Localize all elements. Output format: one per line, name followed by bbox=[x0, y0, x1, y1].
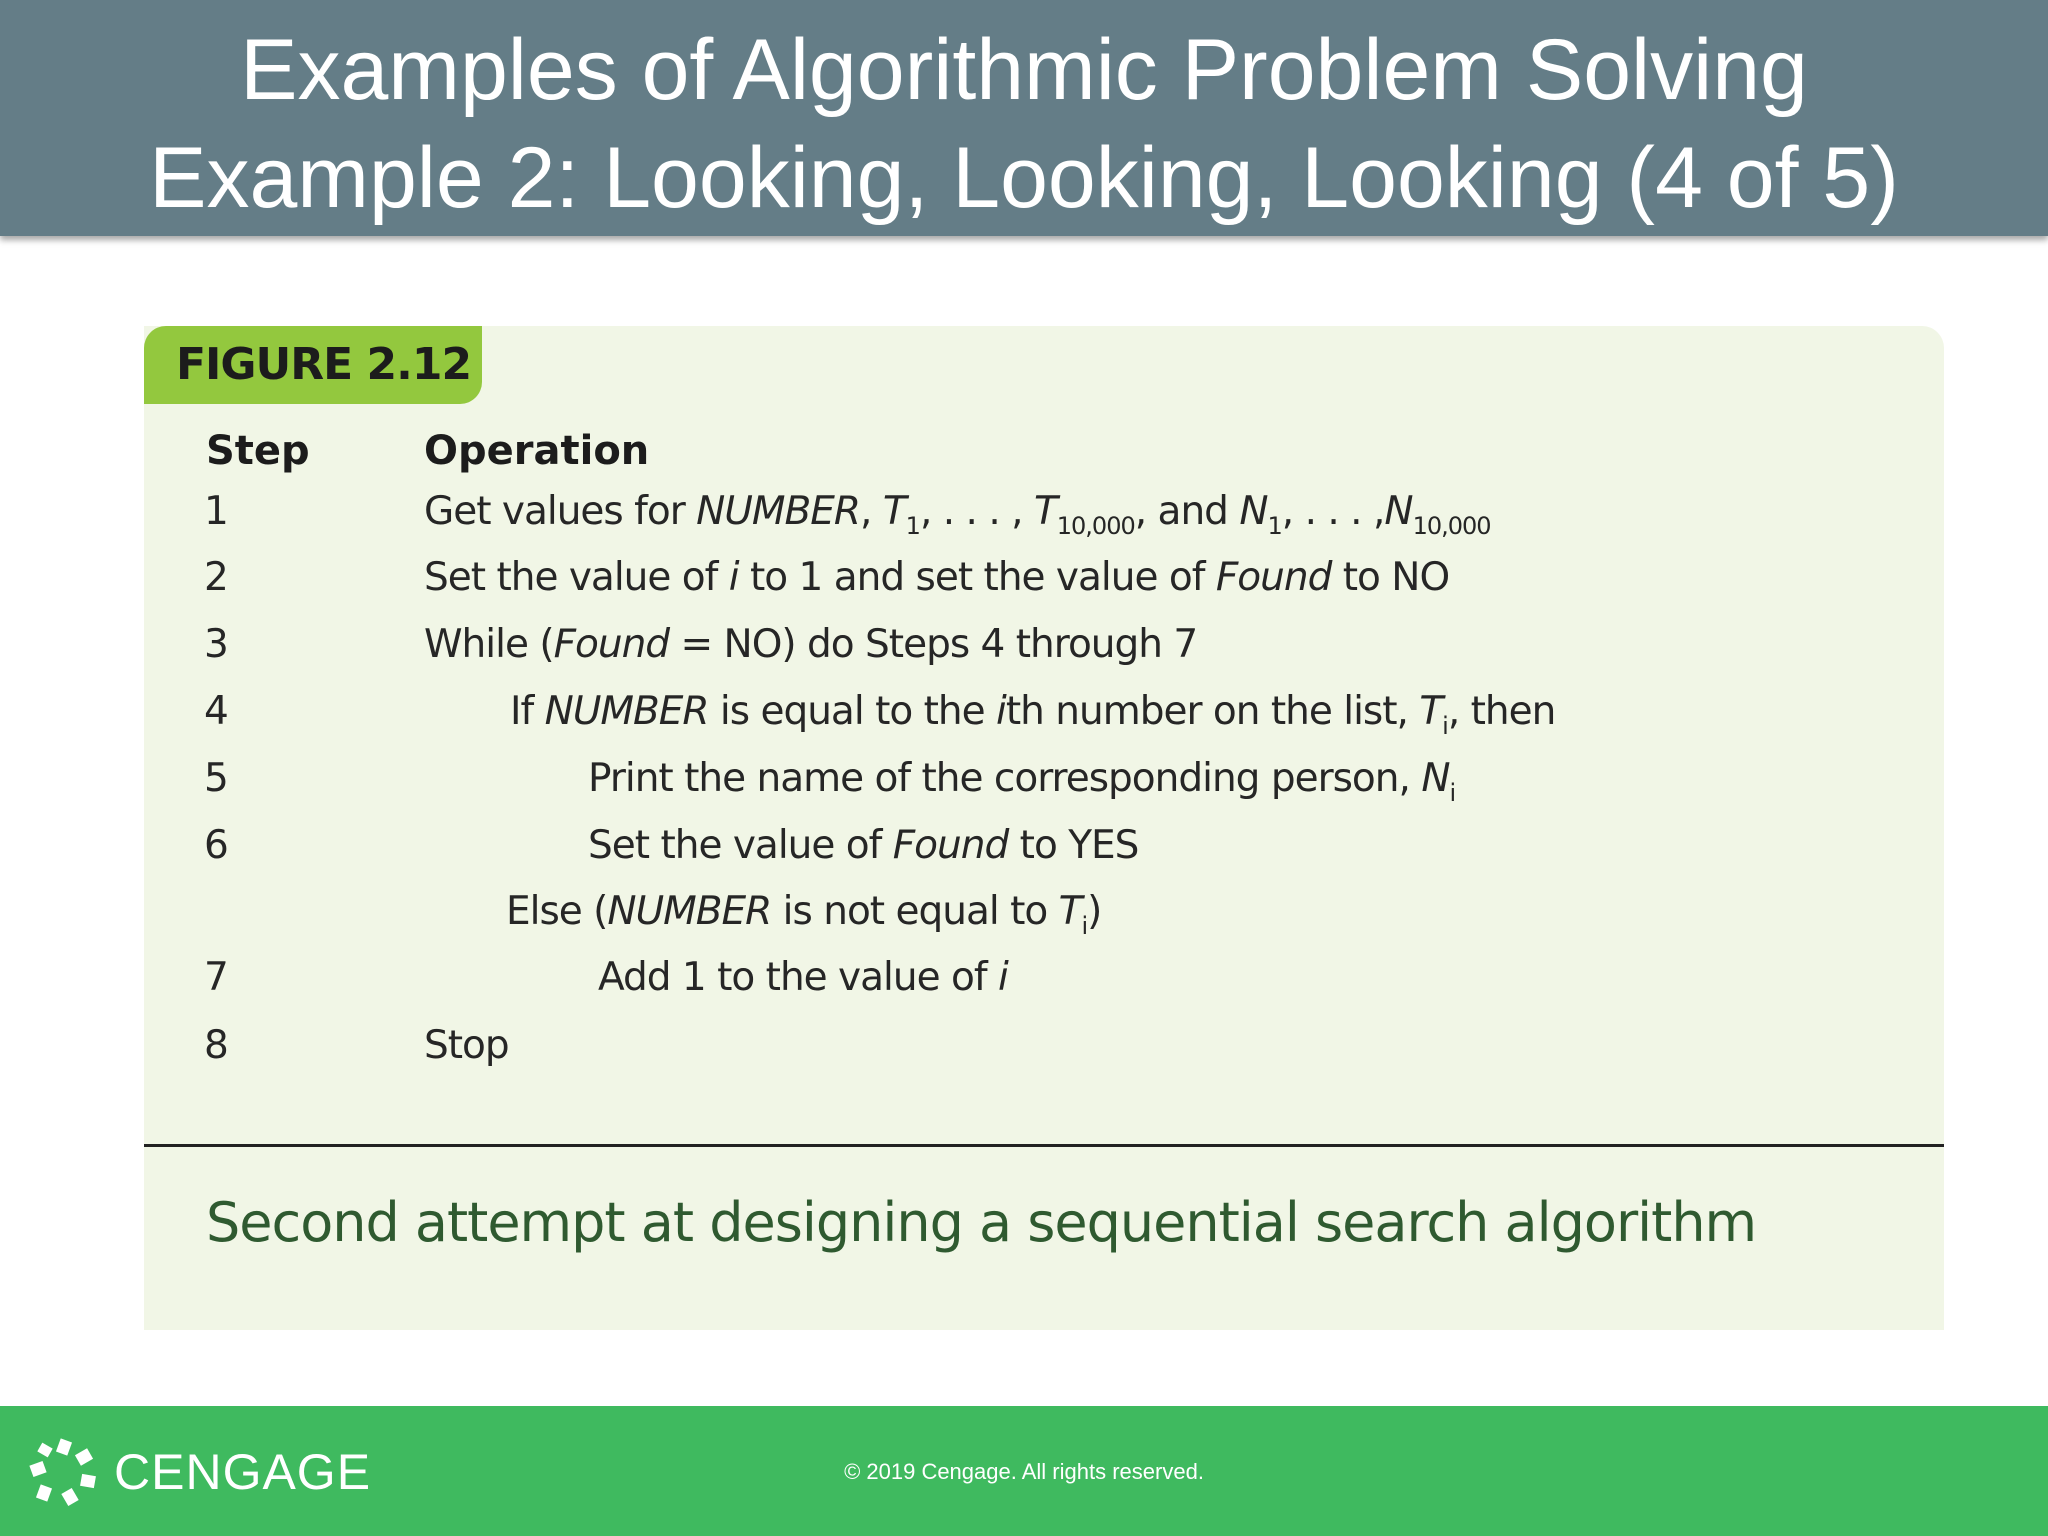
algorithm-step-row bbox=[144, 948, 1944, 1008]
caption-divider bbox=[144, 1144, 1944, 1147]
slide-title-line1: Examples of Algorithmic Problem Solving bbox=[240, 22, 1808, 118]
step-operation: Get values for NUMBER, $T_1$, . . . , $T_{10,000}$, and $N_1$, . . . $,N_{10,000}$ bbox=[424, 489, 1491, 540]
step-operation: If NUMBER is equal to the ith number on the list, $T_i$, then bbox=[510, 689, 1556, 740]
slide-header bbox=[0, 0, 2048, 236]
operation-column-header: Operation bbox=[424, 428, 650, 474]
step-operation: Else (NUMBER is not equal to $T_i$) bbox=[506, 889, 1102, 940]
step-number: 4 bbox=[204, 689, 228, 734]
algorithm-step-row bbox=[144, 615, 1944, 675]
step-operation: While (Found = NO) do Steps 4 through 7 bbox=[424, 622, 1198, 667]
slide-title-line2: Example 2: Looking, Looking, Looking (4 of 5) bbox=[149, 130, 1899, 226]
algorithm-step-row bbox=[144, 482, 1944, 542]
step-number: 6 bbox=[204, 823, 228, 868]
copyright-notice: © 2019 Cengage. All rights reserved. bbox=[844, 1459, 1204, 1484]
step-operation: Add 1 to the value of i bbox=[598, 955, 1008, 1000]
algorithm-step-row bbox=[144, 816, 1944, 876]
step-operation: Stop bbox=[424, 1023, 509, 1068]
step-operation: Set the value of Found to YES bbox=[588, 823, 1139, 868]
algorithm-step-row bbox=[144, 882, 1944, 942]
step-number: 7 bbox=[204, 955, 228, 1000]
algorithm-step-row bbox=[144, 548, 1944, 608]
cengage-logo-text: CENGAGE bbox=[114, 1444, 372, 1500]
step-number: 1 bbox=[204, 489, 228, 534]
step-operation: Set the value of i to 1 and set the value of Found to NO bbox=[424, 555, 1450, 600]
algorithm-step-row bbox=[144, 682, 1944, 742]
step-column-header: Step bbox=[206, 428, 310, 474]
step-number: 2 bbox=[204, 555, 228, 600]
algorithm-step-row bbox=[144, 1016, 1944, 1076]
figure-caption: Second attempt at designing a sequential search algorithm bbox=[206, 1191, 1757, 1254]
slide-footer bbox=[0, 1406, 2048, 1536]
step-number: 8 bbox=[204, 1023, 228, 1068]
step-number: 3 bbox=[204, 622, 228, 667]
step-number: 5 bbox=[204, 756, 228, 801]
step-operation: Print the name of the corresponding person, $N_i$ bbox=[588, 756, 1456, 807]
figure-label: FIGURE 2.12 bbox=[144, 326, 482, 404]
algorithm-step-row bbox=[144, 749, 1944, 809]
figure-panel bbox=[144, 326, 1944, 1330]
